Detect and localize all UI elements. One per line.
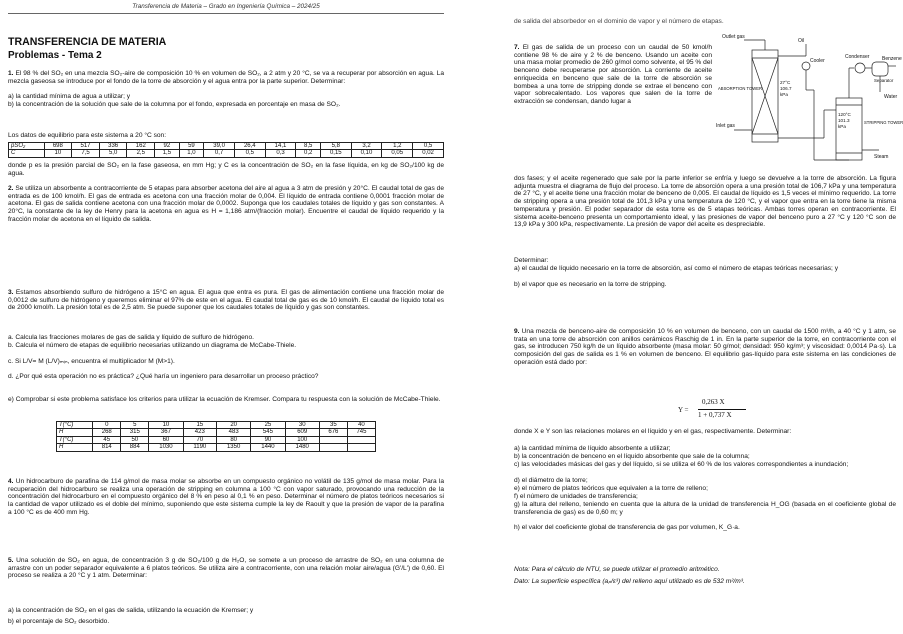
table-cell: 10 <box>44 150 72 157</box>
problem-9-item: d) el diámetro de la torre; <box>514 477 588 484</box>
table-cell: 40 <box>347 422 375 429</box>
label-inlet-gas: Inlet gas <box>716 123 735 129</box>
table-cell: 0 <box>93 422 121 429</box>
problem-9-item: a) la cantidad mínima de líquido absorbente a utilizar; <box>514 445 671 452</box>
table-cell: 2,5 <box>127 150 155 157</box>
table-cell: T(°C) <box>57 436 93 443</box>
problem-1-equilibrium-intro: Los datos de equilibrio para este sistema a 20 °C son: <box>8 132 167 139</box>
table-cell: 483 <box>217 429 251 436</box>
table-cell: T(°C) <box>57 422 93 429</box>
table-cell: 1,5 <box>155 150 180 157</box>
table-cell: 45 <box>93 436 121 443</box>
table-cell: H <box>57 444 93 451</box>
table-cell: 0,5 <box>413 143 444 150</box>
table-cell: 14,1 <box>265 143 296 150</box>
condenser <box>855 63 865 73</box>
table-cell: 0,15 <box>320 150 351 157</box>
table-row-label: pSO₂ <box>9 143 45 150</box>
label-strip-unit: kPa <box>838 124 846 129</box>
table-cell: 5 <box>121 422 149 429</box>
right-column <box>452 0 903 634</box>
label-steam: Steam <box>874 154 889 160</box>
problem-3-item-e: e) Comprobar si este problema satisface los criterios para utilizar la ecuación de Kremser. Compara tu respuesta con la solución de McCabe-Thiele. <box>8 396 441 403</box>
problem-7-determine: Determinar: <box>514 257 549 264</box>
table-cell: 5,8 <box>320 143 351 150</box>
label-outlet-gas: Outlet gas <box>722 34 745 40</box>
header-divider <box>8 13 444 14</box>
problem-7-item-b: b) el vapor que es necesario en la torre de stripping. <box>514 281 667 288</box>
table-cell: 1190 <box>183 444 216 451</box>
table-cell: 35 <box>319 422 347 429</box>
table-cell: 25 <box>251 422 285 429</box>
table-cell: 698 <box>44 143 72 150</box>
problem-9-item: h) el valor del coeficiente global de transferencia de gas por volumen, K_G·a. <box>514 524 740 531</box>
label-condenser: Condenser <box>845 54 870 60</box>
label-cooler: Cooler <box>810 58 825 64</box>
table-cell <box>347 436 375 443</box>
table-row-label: C <box>9 150 45 157</box>
table-cell: 0,5 <box>234 150 265 157</box>
problem-5-item-b: b) el porcentaje de SO₂ desorbido. <box>8 618 110 625</box>
label-abs-pressure: 106.7 <box>780 86 792 91</box>
table-cell: 1440 <box>251 444 285 451</box>
problem-1-item-a: a) la cantidad mínima de agua a utilizar; y <box>8 93 131 100</box>
table-row <box>57 436 376 443</box>
table-cell: 609 <box>285 429 319 436</box>
table-cell: 315 <box>121 429 149 436</box>
problem-5-item-a: a) la concentración de SO₂ en el gas de salida, utilizando la ecuación de Kremser; y <box>8 607 254 614</box>
table-cell: 0,2 <box>296 150 321 157</box>
problem-9-item: b) la concentración de benceno en el líquido absorbente que sale de la columna; <box>514 453 750 460</box>
table-cell: 8,5 <box>296 143 321 150</box>
problem-9-data: Dato: La superficie específica (aₚ/ε³) del relleno aquí utilizado es de 532 m²/m³. <box>514 578 745 585</box>
table-row <box>57 429 376 436</box>
table-cell: 814 <box>93 444 121 451</box>
problem-4-statement: 4. Un hidrocarburo de parafina de 114 g/mol de masa molar se absorbe en un compuesto orgánico no volátil de 135 g/mol de masa molar. Para la recuperación del hidrocarburo se realiza una operación de stripping en columna a 100 °C con vapor saturado, provocando una reducción de la concentración del hidrocarburo en el compuesto orgánico del 8 % en peso al 0,1 % en peso. Determinar el número de platos teóricos necesarios si la cantidad de vapor utilizado es el doble del mínimo, suponiendo que este sistema cumple la ley de Raoult y que la presión de vapor de la parafina a 100 °C es de 400 mm Hg. <box>8 478 444 516</box>
table-cell: 0,05 <box>382 150 413 157</box>
problem-7-continued: dos fases; y el aceite regenerado que sale por la parte inferior se enfría y luego se devuelve a la torre de absorción. La figura adjunta muestra el diagrama de flujo del proceso. La torre de absorción opera a una presión total de 106,7 kPa y una temperatura de 27 °C, y el aceite tiene una fracción molar de benceno de 0,005. El caudal de líquido es 1,5 veces el mínimo requerido. La torre de stripping opera a una presión total de 101,3 kPa y una temperatura de 120 °C, y el vapor que entra en la torre tiene la misma temperatura y presión. El poder separador de esta torre es de 5 etapas teóricas. Ambas torres operan en contracorriente. El sistema aceite-benceno presenta un comportamiento ideal, y las presiones de vapor del benceno puro a 27 °C y 120 °C son de 13,9 kPa y 300 kPa, respectivamente. La presión de vapor del aceite es despreciable. <box>514 175 896 229</box>
table-row <box>57 444 376 451</box>
problem-7-statement: 7. El gas de salida de un proceso con un caudal de 50 kmol/h contiene 98 % de aire y 2 % de benceno. Usando un aceite con una masa molar promedio de 260 g/mol como solvente, el 95 % del benceno debe recuperarse por absorción. La corriente de aceite enriquecida en benceno que sale de la torre de absorción se bombea a una torre de stripping donde se extrae el benceno con vapor sobrecalentado. Los vapores que salen de la torre de extracción se condensan, dando lugar a <box>514 44 712 105</box>
problem-3-item-b: b. Calcula el número de etapas de equilibrio necesarias utilizando un diagrama de McCabe-Thiele. <box>8 342 297 349</box>
table-cell: 20 <box>217 422 251 429</box>
problem-9-note: Nota: Para el cálculo de NTU, se puede utilizar el promedio aritmético. <box>514 566 720 573</box>
problem-3-henry-table <box>56 421 376 452</box>
table-cell: 80 <box>217 436 251 443</box>
table-cell: 100 <box>285 436 319 443</box>
problem-1-statement: 1. El 98 % del SO₂ en una mezcla SO₂-aire de composición 10 % en volumen de SO₂, a 2 atm y 20 °C, se va a recuperar por absorción en agua. La mezcla gaseosa se introduce por el fondo de la torre de absorción y el agua entra por la parte superior. Determinar: <box>8 70 444 85</box>
table-row <box>57 422 376 429</box>
table-cell: 884 <box>121 444 149 451</box>
continued-text: de salida del absorbedor en el dominio de vapor y el número de etapas. <box>514 18 724 25</box>
label-abs-temp: 27°C <box>780 80 791 85</box>
formula-fraction-bar <box>698 409 746 410</box>
formula-numerator: 0,263 X <box>702 398 725 406</box>
formula-denominator: 1 + 0,737 X <box>698 411 732 419</box>
problem-7-item-a: a) el caudal de líquido necesario en la torre de absorción, así como el número de etapas teóricas necesarias; y <box>514 265 839 272</box>
table-cell: 92 <box>155 143 180 150</box>
table-cell: 26,4 <box>234 143 265 150</box>
table-cell: 0,10 <box>351 150 382 157</box>
table-cell: 0,02 <box>413 150 444 157</box>
table-cell: 336 <box>99 143 127 150</box>
table-cell: 1,0 <box>179 150 204 157</box>
label-strip-pressure: 101.3 <box>838 118 850 123</box>
table-cell: H <box>57 429 93 436</box>
table-cell: 1030 <box>149 444 183 451</box>
problem-9-item: c) las velocidades másicas del gas y del líquido, si se utiliza el 60 % de los valores correspondientes a inundación; <box>514 461 849 468</box>
problem-1-note: donde p es la presión parcial de SO₂ en la fase gaseosa, en mm Hg; y C es la concentración de SO₂ en la fase líquida, en kg de SO₂/100 kg de agua. <box>8 162 444 177</box>
problem-1-item-b: b) la concentración de la solución que sale de la columna por el fondo, expresada en porcentaje en masa de SO₂. <box>8 101 341 108</box>
document-title: TRANSFERENCIA DE MATERIA <box>8 36 167 48</box>
table-cell: 545 <box>251 429 285 436</box>
label-stripping-tower: STRIPPING TOWER <box>864 120 903 125</box>
label-separator: Separator <box>874 78 894 83</box>
table-cell: 1,2 <box>382 143 413 150</box>
table-cell: 1480 <box>285 444 319 451</box>
problem-9-statement: 9. Una mezcla de benceno-aire de composición 10 % en volumen de benceno, con un caudal de 1500 m³/h, a 40 °C y 1 atm, se trata en una torre de absorción con anillos cerámicos Raschig de 1 in. En la parte superior de la torre, en contracorriente con el gas, se introducen 750 kg/h de un líquido absorbente (masa molar: 50 g/mol; densidad: 950 kg/m³; y viscosidad: 0,0014 Pa·s). La composición del gas de salida es 1 % en volumen de benceno. El equilibrio gas-líquido para este sistema en las condiciones de operación está dado por: <box>514 328 896 366</box>
problem-3-statement: 3. Estamos absorbiendo sulfuro de hidrógeno a 15°C en agua. El agua que entra es pura. El gas de alimentación contiene una fracción molar de 0,0012 de sulfuro de hidrógeno y queremos eliminar el 97% de este en el agua. El caudal total de gas es de 10 kmol/h. El caudal de líquido total es de 2000 kmol/h. La presión total es de 2,5 atm. Se puede suponer que los caudales totales de líquido y gas son constantes. <box>8 289 444 312</box>
table-cell: 676 <box>319 429 347 436</box>
label-benzene: Benzene <box>882 56 902 62</box>
label-oil: Oil <box>798 38 805 44</box>
table-cell: 30 <box>285 422 319 429</box>
label-abs-unit: kPa <box>780 92 788 97</box>
table-cell: 367 <box>149 429 183 436</box>
table-cell: 50 <box>121 436 149 443</box>
problem-9-item: f) el número de unidades de transferencia; <box>514 493 638 500</box>
table-cell: 60 <box>149 436 183 443</box>
table-cell: 5,0 <box>99 150 127 157</box>
separator <box>872 62 888 76</box>
table-cell <box>319 444 347 451</box>
table-cell: 268 <box>93 429 121 436</box>
document-subtitle: Problemas - Tema 2 <box>8 50 102 61</box>
problem-2-statement: 2. Se utiliza un absorbente a contracorriente de 5 etapas para absorber acetona del aire al agua a 3 atm de presión y 20°C. El caudal total de gas de entrada es de 100 kmol/h. El gas de entrada es acetona con una fracción molar de 0,004. El líquido de entrada contiene 0,0001 fracción molar de acetona. El gas de salida contiene acetona con una fracción molar de 0,0002. Suponga que los caudales totales de líquido y gas son constantes. A 20°C, la constante de la ley de Henry para la acetona en agua es H = 1,186 atm/(fracción molar). Encuentre el caudal de líquido requerido y la fracción molar de acetona en el líquido de salida. <box>8 185 444 223</box>
label-water: Water <box>884 94 898 100</box>
table-cell: 423 <box>183 429 216 436</box>
formula-lhs: Y = <box>678 406 689 414</box>
label-absorption-tower: ABSORPTION TOWER <box>718 86 763 91</box>
table-cell: 10 <box>149 422 183 429</box>
problem-5-statement: 5. Una solución de SO₂ en agua, de concentración 3 g de SO₂/100 g de H₂O, se somete a un proceso de arrastre de SO₂ en una columna de arrastre con un poder separador equivalente a 6 platos teóricos. Se utiliza aire a contracorriente, con una relación molar aire/agua (G'/L') de 0,60. El proceso se realiza a 20 °C y 1 atm. Determinar: <box>8 557 444 580</box>
table-cell: 517 <box>72 143 100 150</box>
problem-9-item: e) el número de platos teóricos que equivalen a la torre de relleno; <box>514 485 708 492</box>
label-strip-temp: 120°C <box>838 112 851 117</box>
problem-3-item-a: a. Calcula las fracciones molares de gas de salida y líquido de sulfuro de hidrógeno. <box>8 334 254 341</box>
stripping-tower <box>836 98 862 160</box>
cooler <box>802 62 810 70</box>
table-cell: 162 <box>127 143 155 150</box>
table-cell: 15 <box>183 422 216 429</box>
table-cell: 39,0 <box>204 143 235 150</box>
table-cell <box>347 444 375 451</box>
table-cell: 59 <box>179 143 204 150</box>
table-cell: 0,7 <box>204 150 235 157</box>
problem-3-item-d: d. ¿Por qué esta operación no es práctica? ¿Qué haría un ingeniero para desarrollar un proceso práctico? <box>8 373 319 380</box>
table-cell: 7,5 <box>72 150 100 157</box>
table-cell: 745 <box>347 429 375 436</box>
table-cell: 0,3 <box>265 150 296 157</box>
table-cell: 70 <box>183 436 216 443</box>
table-cell <box>319 436 347 443</box>
page-header: Transferencia de Materia – Grado en Ingeniería Química – 2024/25 <box>132 3 320 10</box>
table-cell: 1350 <box>217 444 251 451</box>
problem-3-item-c: c. Si L/V= M (L/V)ₘᵢₙ, encuentra el multiplicador M (M>1). <box>8 358 175 365</box>
problem-1-equilibrium-table <box>8 142 444 158</box>
process-flow-diagram <box>714 30 903 165</box>
problem-9-where: donde X e Y son las relaciones molares en el líquido y en el gas, respectivamente. Determinar: <box>514 428 792 435</box>
problem-9-item: g) la altura del relleno, teniendo en cuenta que la altura de la unidad de transferencia H_OG (basada en el coeficiente global de transferencia de gas) es de 0,60 m; y <box>514 501 896 516</box>
table-cell: 90 <box>251 436 285 443</box>
table-cell: 3,2 <box>351 143 382 150</box>
